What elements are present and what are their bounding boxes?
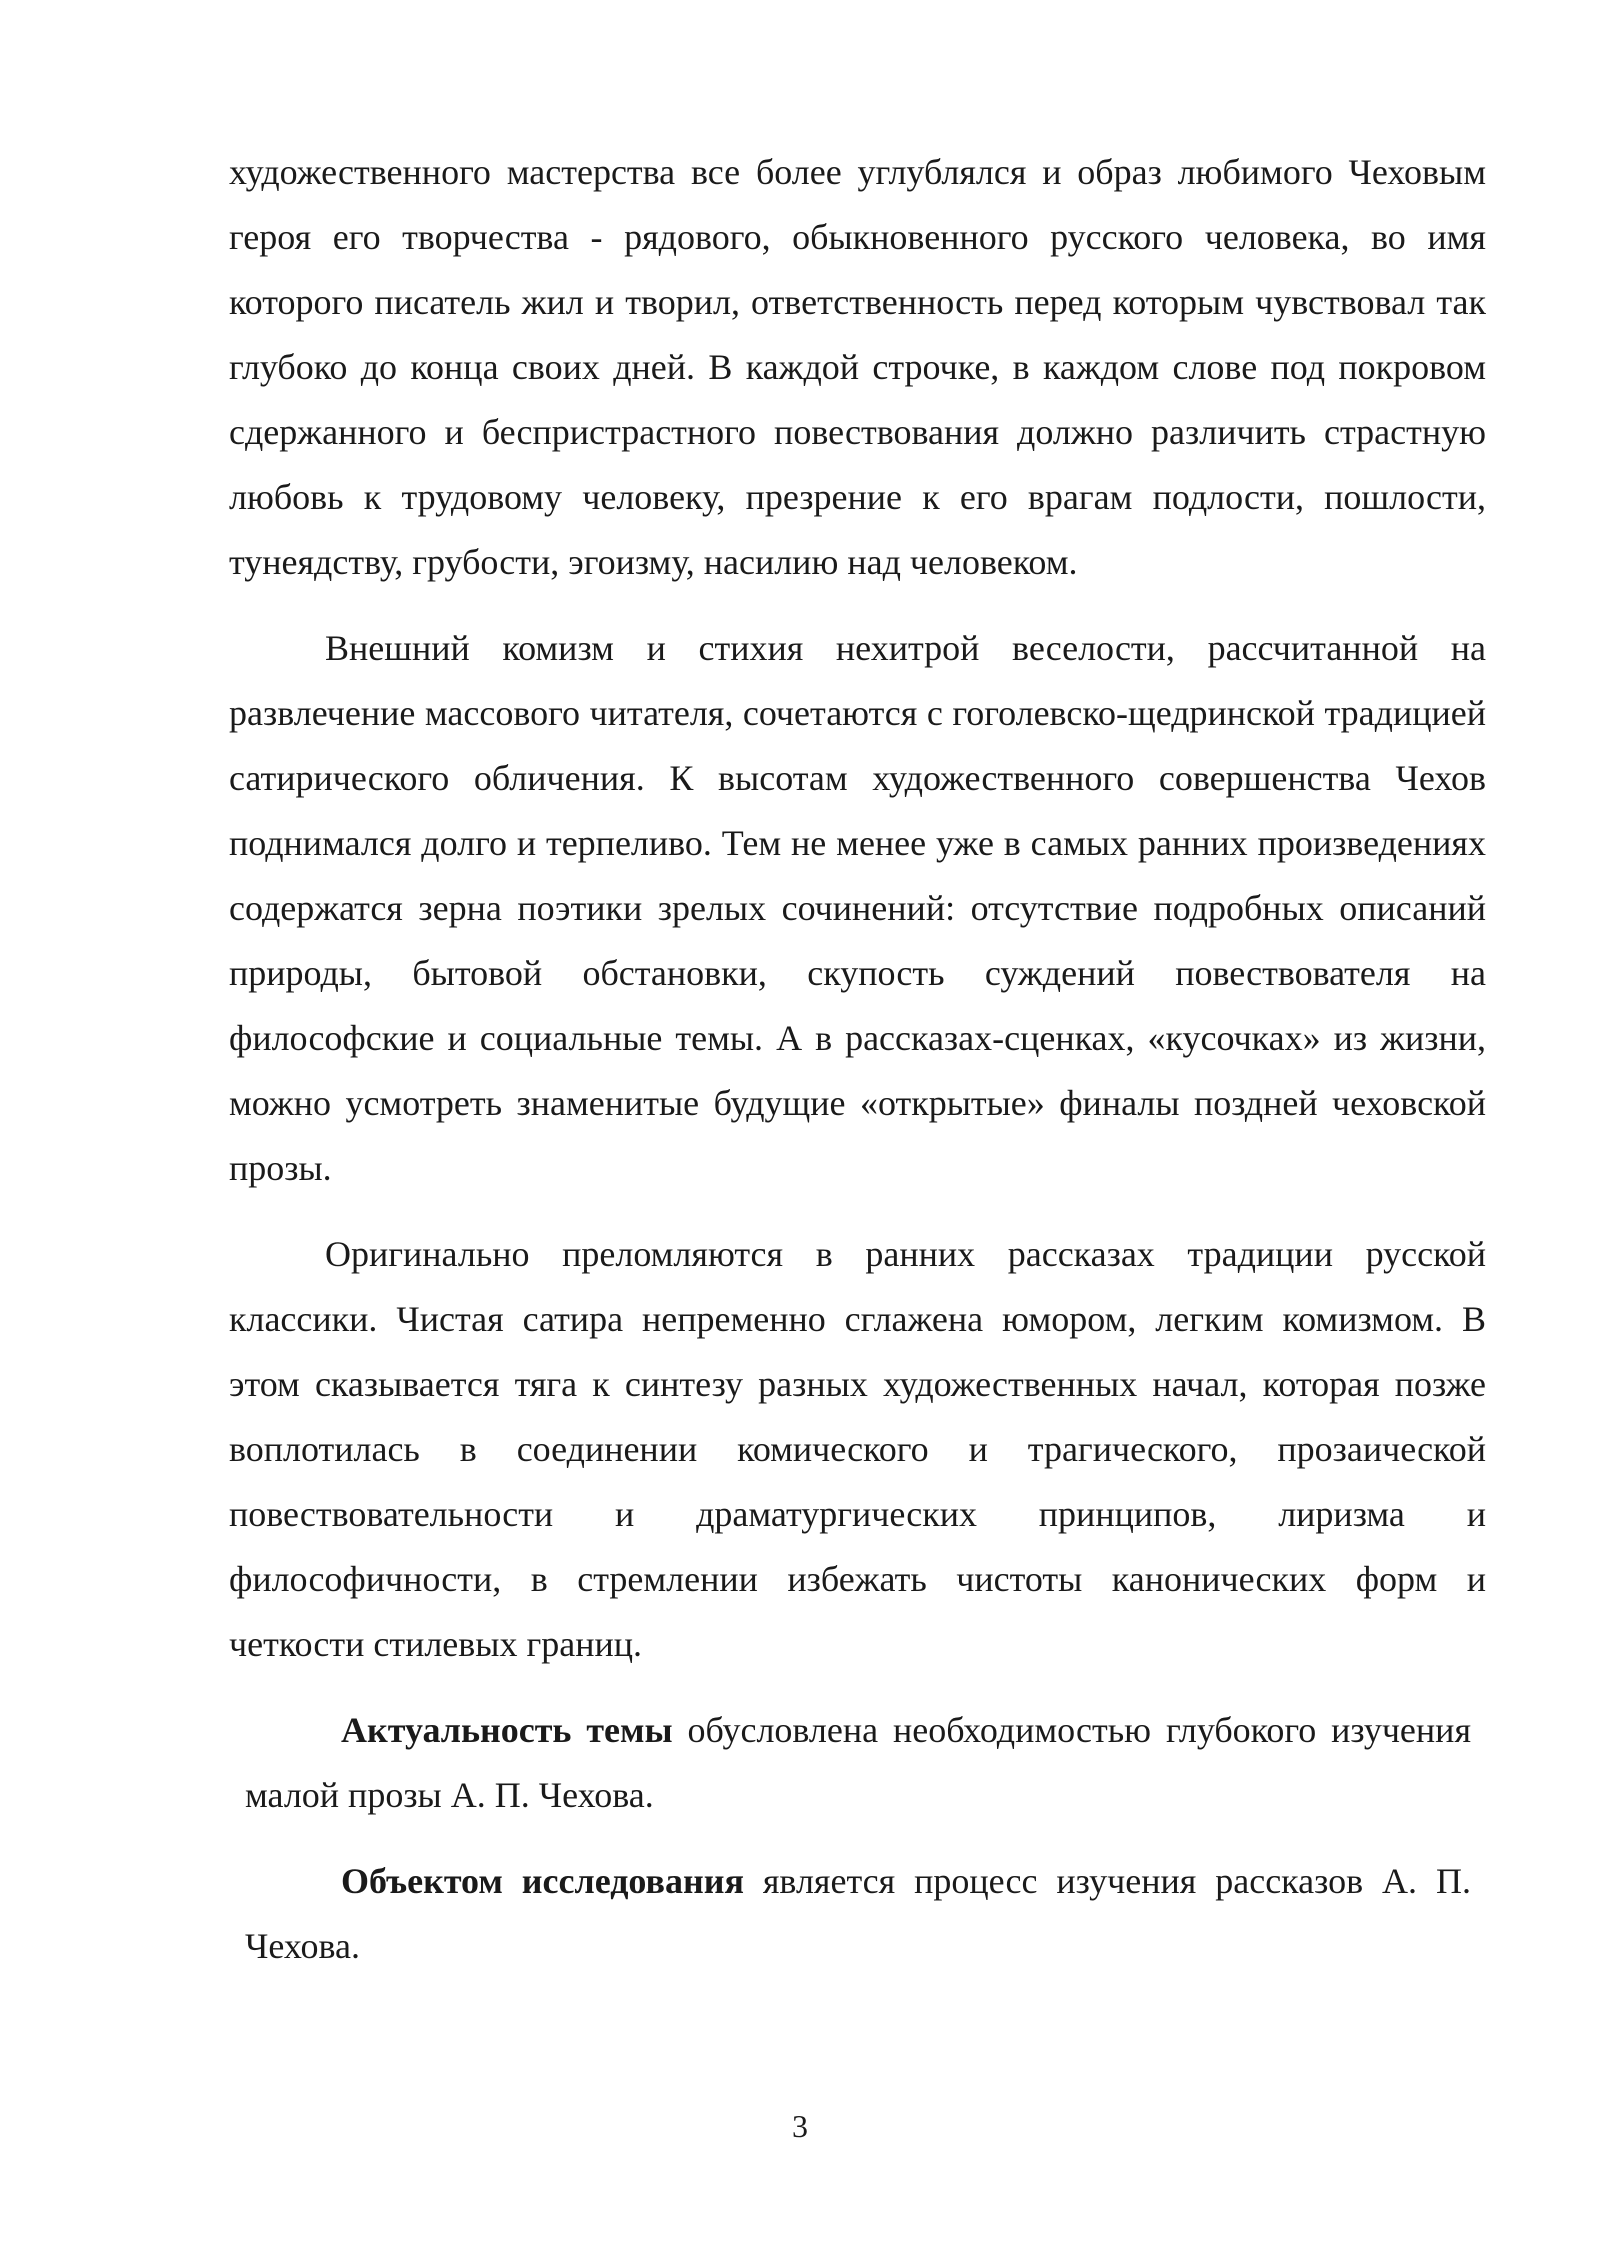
paragraph-continuation: художественного мастерства все более углублялся и образ любимого Чеховым героя его творчества - рядового, обыкновенного русского человека, во имя которого писатель жил и творил, ответственность перед которым чувствовал так глубоко до конца своих дней. В каждой строчке, в каждом слове под покровом сдержанного и беспристрастного повествования должно различить страстную любовь к трудовому человеку, презрение к его врагам подлости, пошлости, тунеядству, грубости, эгоизму, насилию над человеком. bbox=[229, 152, 1486, 582]
research-object-statement bbox=[229, 1849, 1486, 1979]
body-text bbox=[229, 140, 1486, 1979]
relevance-statement bbox=[229, 1698, 1486, 1828]
relevance-text: обусловлена необходимостью глубокого изучения малой прозы А. П. Чехова. bbox=[245, 1710, 1471, 1815]
research-object-text: является процесс изучения рассказов А. П. Чехова. bbox=[245, 1861, 1471, 1966]
page-number: 3 bbox=[792, 2108, 808, 2144]
relevance-term: Актуальность темы bbox=[341, 1710, 673, 1750]
paragraph-comic-style: Внешний комизм и стихия нехитрой веселости, рассчитанной на развлечение массового читателя, сочетаются с гоголевско-щедринской традицией сатирического обличения. К высотам художественного совершенства Чехов поднимался долго и терпеливо. Тем не менее уже в самых ранних произведениях содержатся зерна поэтики зрелых сочинений: отсутствие подробных описаний природы, бытовой обстановки, скупость суждений повествователя на философские и социальные темы. А в рассказах-сценках, «кусочках» из жизни, можно усмотреть знаменитые будущие «открытые» финалы поздней чеховской прозы. bbox=[229, 628, 1486, 1188]
research-object-term: Объектом исследования bbox=[341, 1861, 744, 1901]
paragraph-classic-traditions: Оригинально преломляются в ранних рассказах традиции русской классики. Чистая сатира непременно сглажена юмором, легким комизмом. В этом сказывается тяга к синтезу разных художественных начал, которая позже воплотилась в соединении комического и трагического, прозаической повествовательности и драматургических принципов, лиризма и философичности, в стремлении избежать чистоты канонических форм и четкости стилевых границ. bbox=[229, 1234, 1486, 1664]
